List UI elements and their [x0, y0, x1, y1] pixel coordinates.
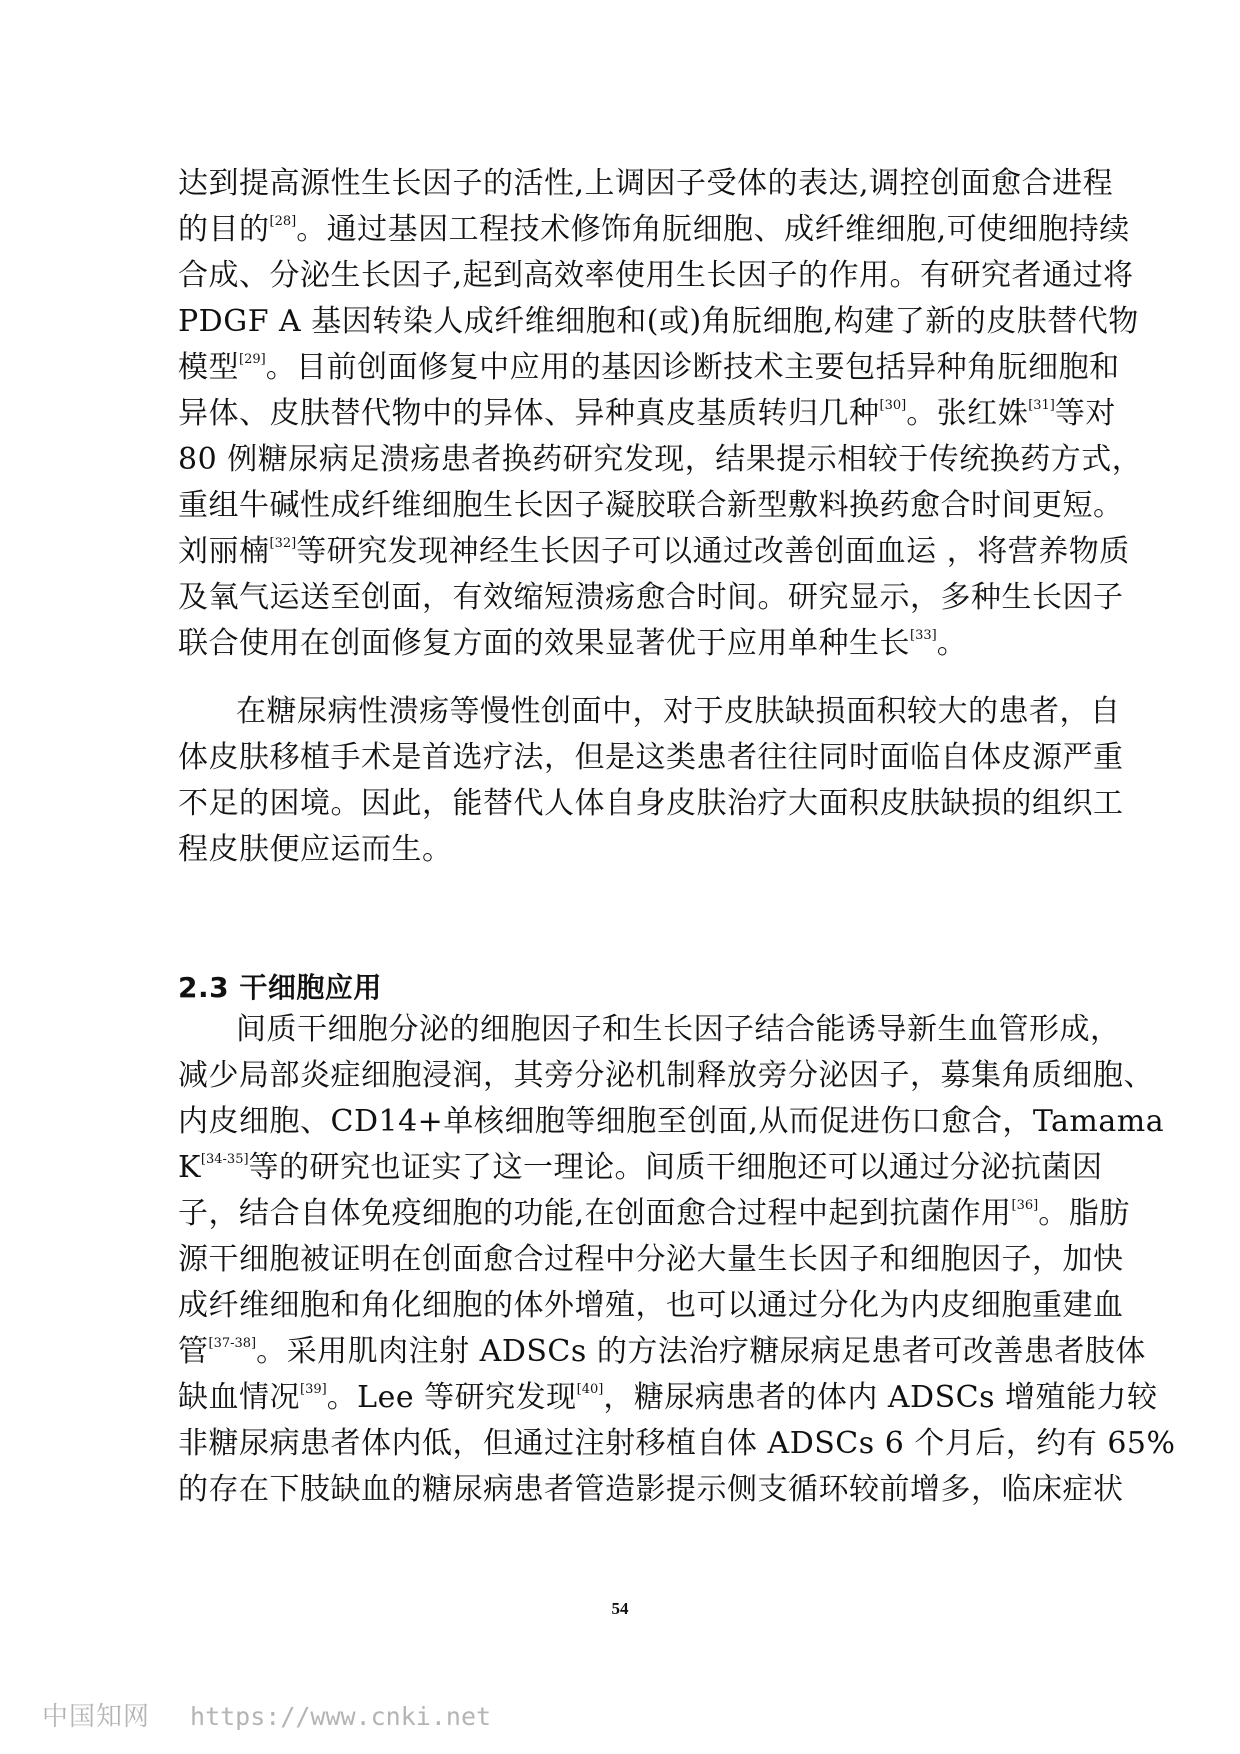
citation-ref: [33] — [910, 628, 937, 643]
text-line — [178, 1472, 1124, 1508]
citation-ref: [28] — [269, 214, 297, 229]
text-line — [178, 396, 1116, 432]
text-line — [178, 212, 1130, 248]
text-line — [178, 488, 1124, 524]
text-span: 达到提高源性生长因子的活性,上调因子受体的表达,调控创面愈合进程 — [178, 166, 1114, 201]
text-span: 等的研究也证实了这一理论。间质干细胞还可以通过分泌抗菌因 — [248, 1150, 1103, 1185]
text-span: 子，结合自体免疫细胞的功能,在创面愈合过程中起到抗菌作用 — [178, 1196, 1012, 1231]
text-span: 重组牛碱性成纤维细胞生长因子凝胶联合新型敷料换药愈合时间更短。 — [178, 488, 1124, 523]
text-span: 。通过基因工程技术修饰角朊细胞、成纤维细胞,可使细胞持续 — [296, 212, 1130, 247]
text-line — [178, 1380, 1158, 1416]
text-span: 等研究发现神经生长因子可以通过改善创面血运 ，将营养物质 — [296, 534, 1130, 569]
section-heading: 2.3 干细胞应用 — [178, 971, 382, 1004]
text-line — [178, 832, 1083, 868]
text-span: 80 例糖尿病足溃疡患者换药研究发现，结果提示相较于传统换药方式， — [178, 442, 1143, 477]
text-line — [178, 350, 1120, 386]
citation-ref: [36] — [1011, 1198, 1039, 1213]
text-span: 。Lee 等研究发现 — [326, 1380, 577, 1415]
citation-ref: [29] — [239, 352, 266, 367]
watermark-url: https://www.cnki.net — [190, 1702, 492, 1731]
citation-ref: [40] — [576, 1382, 604, 1397]
text-line — [178, 626, 1083, 662]
text-line — [178, 1058, 1154, 1094]
text-span: 减少局部炎症细胞浸润，其旁分泌机制释放旁分泌因子，募集角质细胞、 — [178, 1058, 1154, 1093]
citation-ref: [39] — [300, 1382, 327, 1397]
text-span: 不足的困境。因此，能替代人体自身皮肤治疗大面积皮肤缺损的组织工 — [178, 786, 1124, 821]
text-span: 管 — [178, 1334, 209, 1369]
page-number: 54 — [611, 1599, 629, 1618]
text-line — [178, 1288, 1124, 1324]
cnki-watermark — [42, 1702, 491, 1732]
text-span: 在糖尿病性溃疡等慢性创面中，对于皮肤缺损面积较大的患者，自 — [236, 694, 1121, 729]
text-span: 刘丽楠 — [178, 534, 270, 569]
citation-ref: [32] — [269, 536, 297, 551]
text-span: 内皮细胞、CD14+单核细胞等细胞至创面,从而促进伤口愈合，Tamama — [178, 1104, 1165, 1139]
text-line — [178, 1150, 1103, 1186]
text-span: 。 — [936, 626, 968, 661]
text-line — [178, 786, 1124, 822]
text-span: 。目前创面修复中应用的基因诊断技术主要包括异种角朊细胞和 — [265, 350, 1120, 385]
text-span: 非糖尿病患者体内低，但通过注射移植自体 ADSCs 6 个月后，约有 65% — [178, 1426, 1176, 1461]
text-span: 体皮肤移植手术是首选疗法，但是这类患者往往同时面临自体皮源严重 — [178, 740, 1124, 775]
text-span: ，糖尿病患者的体内 ADSCs 增殖能力较 — [603, 1380, 1158, 1415]
citation-ref: [30] — [879, 398, 907, 413]
citation-ref: [34-35] — [200, 1152, 249, 1167]
watermark-site-name: 中国知网 — [42, 1702, 151, 1732]
text-line — [236, 694, 1121, 730]
text-span: 。采用肌肉注射 ADSCs 的方法治疗糖尿病足患者可改善患者肢体 — [256, 1334, 1146, 1369]
text-line — [178, 740, 1124, 776]
text-span: 的存在下肢缺血的糖尿病患者管造影提示侧支循环较前增多，临床症状 — [178, 1472, 1124, 1507]
text-span: 成纤维细胞和角化细胞的体外增殖，也可以通过分化为内皮细胞重建血 — [178, 1288, 1124, 1323]
text-span: 及氧气运送至创面，有效缩短溃疡愈合时间。研究显示，多种生长因子 — [178, 580, 1124, 615]
text-span: 模型 — [178, 350, 239, 385]
text-line — [178, 1104, 1165, 1140]
text-line — [178, 1196, 1130, 1232]
text-span: 缺血情况 — [178, 1380, 300, 1415]
citation-ref: [37-38] — [208, 1336, 257, 1351]
text-span: 源干细胞被证明在创面愈合过程中分泌大量生长因子和细胞因子，加快 — [178, 1242, 1124, 1277]
text-line — [178, 1426, 1176, 1462]
text-line — [178, 304, 1139, 340]
text-span: 程皮肤便应运而生。 — [178, 832, 453, 867]
citation-ref: [31] — [1028, 398, 1055, 413]
text-line — [178, 1334, 1146, 1370]
text-line — [178, 442, 1143, 478]
text-span: 合成、分泌生长因子,起到高效率使用生长因子的作用。有研究者通过将 — [178, 258, 1134, 293]
text-line — [178, 258, 1134, 294]
text-span: 联合使用在创面修复方面的效果显著优于应用单种生长 — [178, 626, 910, 661]
text-span: 间质干细胞分泌的细胞因子和生长因子结合能诱导新生血管形成， — [236, 1012, 1121, 1047]
text-span: K — [178, 1150, 201, 1185]
text-span: 。张红姝 — [906, 396, 1029, 431]
text-span: 等对 — [1054, 396, 1116, 431]
text-line — [236, 1012, 1121, 1048]
text-span: PDGF A 基因转染人成纤维细胞和(或)角朊细胞,构建了新的皮肤替代物 — [178, 304, 1139, 339]
text-line — [178, 1242, 1124, 1278]
text-line — [178, 534, 1130, 570]
text-line — [178, 580, 1124, 616]
text-span: 异体、皮肤替代物中的异体、异种真皮基质转归几种 — [178, 396, 880, 431]
text-span: 的目的 — [178, 212, 270, 247]
text-span: 。脂肪 — [1038, 1196, 1130, 1231]
text-line — [178, 166, 1114, 202]
